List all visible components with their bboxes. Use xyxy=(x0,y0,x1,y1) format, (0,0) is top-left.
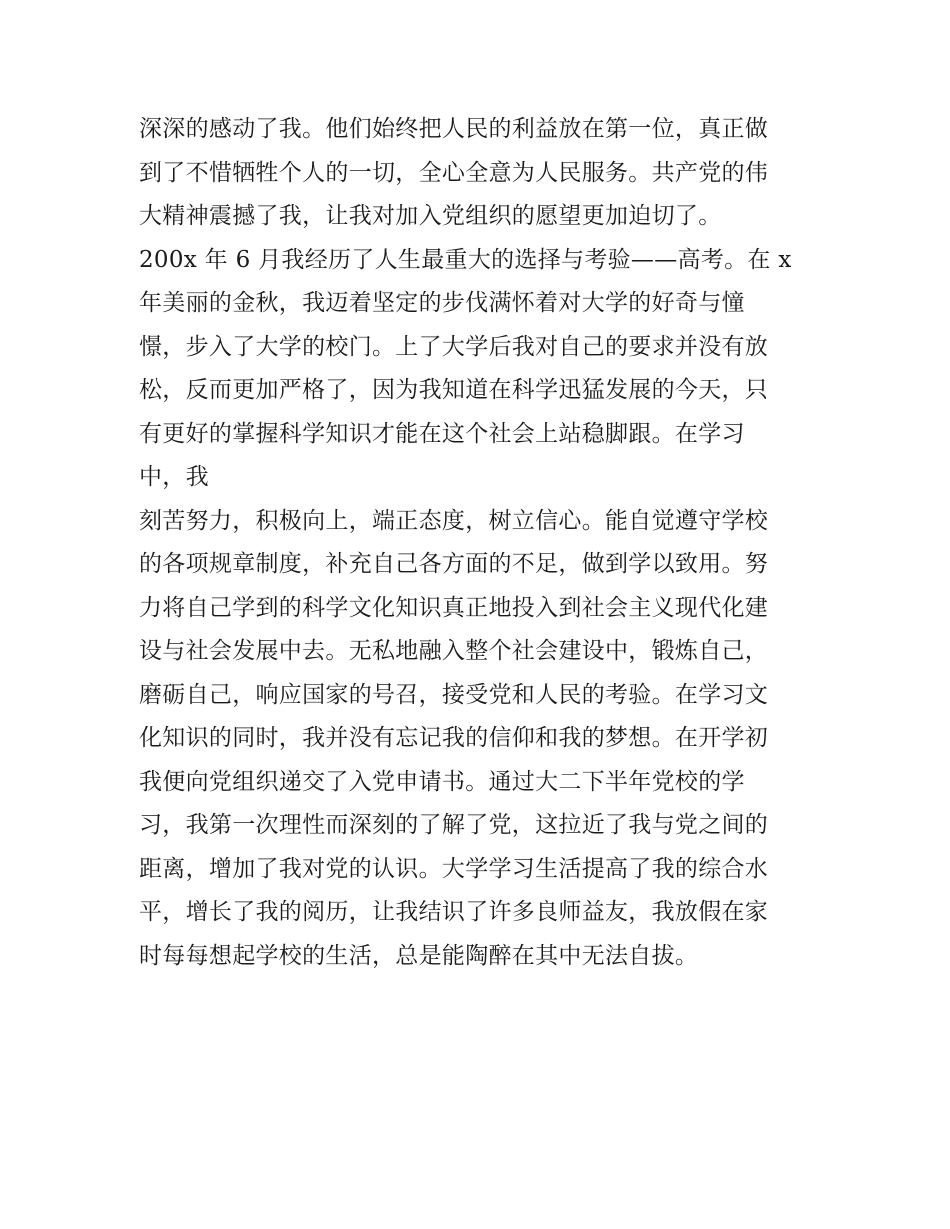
text-line: 中，我 xyxy=(139,464,209,490)
text-line: 平，增长了我的阅历，让我结识了许多良师益友，我放假在家 xyxy=(139,899,769,925)
text-line: 距离，增加了我对党的认识。大学学习生活提高了我的综合水 xyxy=(139,855,769,882)
text-line: 我便向党组织递交了入党申请书。通过大二下半年党校的学 xyxy=(139,768,745,795)
text-line: 年美丽的金秋，我迈着坚定的步伐满怀着对大学的好奇与憧 xyxy=(139,290,745,316)
text-line: 松，反而更加严格了，因为我知道在科学迅猛发展的今天，只 xyxy=(139,377,769,403)
document-body xyxy=(139,108,819,978)
text-line: 憬，步入了大学的校门。上了大学后我对自己的要求并没有放 xyxy=(139,333,769,360)
text-line: 磨砺自己，响应国家的号召，接受党和人民的考验。在学习文 xyxy=(139,681,769,708)
text-line: 到了不惜牺牲个人的一切，全心全意为人民服务。共产党的伟 xyxy=(139,159,769,186)
text-line: 的各项规章制度，补充自己各方面的不足，做到学以致用。努 xyxy=(139,551,769,577)
text-line: 大精神震撼了我，让我对加入党组织的愿望更加迫切了。 xyxy=(139,203,722,229)
text-line: 深深的感动了我。他们始终把人民的利益放在第一位，真正做 xyxy=(139,116,769,142)
text-line: 200x 年 6 月我经历了人生最重大的选择与考验——高考。在 x xyxy=(139,246,792,273)
text-line: 时每每想起学校的生活，总是能陶醉在其中无法自拔。 xyxy=(139,942,699,969)
text-line: 有更好的掌握科学知识才能在这个社会上站稳脚跟。在学习 xyxy=(139,420,745,447)
text-line: 力将自己学到的科学文化知识真正地投入到社会主义现代化建 xyxy=(139,594,769,621)
text-line: 化知识的同时，我并没有忘记我的信仰和我的梦想。在开学初 xyxy=(139,725,769,751)
text-line: 设与社会发展中去。无私地融入整个社会建设中，锻炼自己， xyxy=(139,638,769,664)
text-line: 刻苦努力，积极向上，端正态度，树立信心。能自觉遵守学校 xyxy=(139,507,769,534)
text-line: 习，我第一次理性而深刻的了解了党，这拉近了我与党之间的 xyxy=(139,812,769,838)
